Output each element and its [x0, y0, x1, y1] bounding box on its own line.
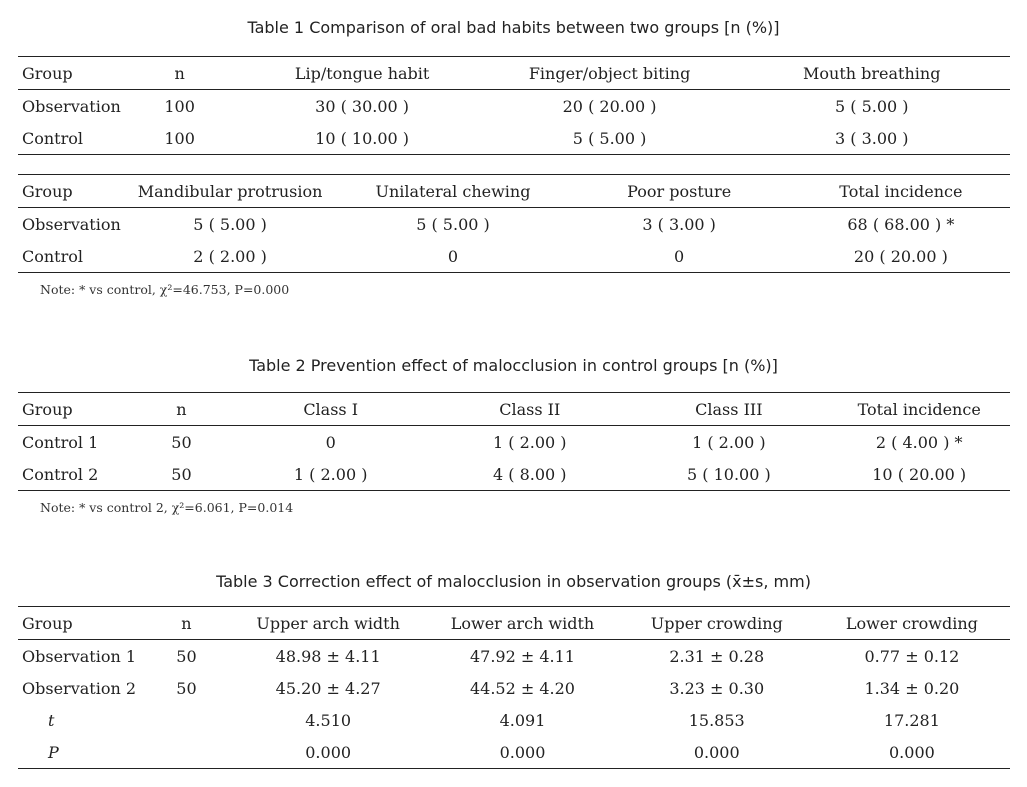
table-cell: 0.000 [889, 742, 935, 762]
header-cell: Finger/object biting [528, 63, 691, 83]
table-cell: 5 ( 5.00 ) [834, 96, 909, 116]
table-cell: 1 ( 2.00 ) [492, 432, 567, 452]
table-cell: 17.281 [883, 710, 940, 730]
table-cell: 3 ( 3.00 ) [834, 128, 909, 148]
table-cell: 4.091 [499, 710, 546, 730]
table-cell: 5 ( 5.00 ) [416, 214, 490, 234]
table-header-row [18, 393, 1010, 426]
table-row [18, 208, 1010, 241]
table-cell: Observation [22, 96, 121, 116]
table-row [18, 458, 1010, 491]
table-cell: Control 1 [22, 432, 99, 452]
header-cell: Mouth breathing [803, 63, 941, 83]
table-cell [142, 704, 231, 736]
header-cell: Poor posture [627, 181, 732, 201]
table-row [18, 240, 1010, 273]
table-cell: 5 ( 5.00 ) [193, 214, 267, 234]
table-cell: 1 ( 2.00 ) [692, 432, 766, 452]
table-cell: 3.23 ± 0.30 [669, 678, 765, 698]
header-cell: n [174, 63, 185, 83]
table-cell: 0.77 ± 0.12 [864, 646, 960, 666]
table-cell: 50 [176, 678, 197, 698]
table-cell: 0.000 [499, 742, 546, 762]
header-cell: Lip/tongue habit [294, 63, 430, 83]
table-cell: 2.31 ± 0.28 [669, 646, 765, 666]
table-cell: 15.853 [688, 710, 745, 730]
table-cell: 4 ( 8.00 ) [492, 464, 567, 484]
table-row [18, 704, 1010, 736]
table-cell: 10 ( 20.00 ) [872, 464, 967, 484]
table-row [18, 736, 1010, 769]
table-row [18, 640, 1010, 673]
header-cell: Class III [695, 399, 763, 419]
header-cell: Class II [499, 399, 561, 419]
table3-title: Table 3 Correction effect of malocclusion in observation groups (x̄±s, mm) [216, 572, 811, 591]
table-cell: 44.52 ± 4.20 [469, 678, 575, 698]
table-cell: P [48, 742, 59, 762]
table-cell: 0.000 [693, 742, 740, 762]
table1-part2 [18, 174, 1010, 273]
table-cell: Control 2 [22, 464, 99, 484]
table-cell: 3 ( 3.00 ) [642, 214, 716, 234]
table-cell: 5 ( 5.00 ) [572, 128, 647, 148]
header-cell: Total incidence [839, 181, 963, 201]
table-cell: Observation [22, 214, 121, 234]
table-row [18, 426, 1010, 459]
table-cell: t [48, 710, 55, 730]
table-cell: 10 ( 10.00 ) [315, 128, 410, 148]
table-cell: 1.34 ± 0.20 [864, 678, 960, 698]
header-cell: Total incidence [857, 399, 981, 419]
table3 [18, 606, 1010, 769]
table-cell: 0 [674, 246, 685, 266]
table-cell: Control [22, 246, 84, 266]
table-cell: 20 ( 20.00 ) [562, 96, 657, 116]
table-cell: 0.000 [305, 742, 352, 762]
header-cell: Upper crowding [650, 613, 783, 633]
table2 [18, 392, 1010, 491]
header-cell: Class I [303, 399, 359, 419]
table-cell: 1 ( 2.00 ) [293, 464, 368, 484]
table-cell: 50 [176, 646, 197, 666]
table2-note: Note: * vs control 2, χ²=6.061, P=0.014 [40, 500, 294, 515]
header-cell: Upper arch width [256, 613, 400, 633]
header-cell: Group [22, 399, 73, 419]
table-cell: Observation 1 [22, 646, 137, 666]
table-cell: 5 ( 10.00 ) [686, 464, 771, 484]
table-row [18, 90, 1010, 123]
table-cell [142, 736, 231, 769]
table-cell: 2 ( 4.00 ) * [875, 432, 963, 452]
table-row [18, 122, 1010, 155]
header-cell: Lower crowding [845, 613, 978, 633]
header-cell: Mandibular protrusion [137, 181, 323, 201]
table-cell: 47.92 ± 4.11 [469, 646, 575, 666]
table-cell: 100 [164, 128, 195, 148]
header-cell: Group [22, 181, 73, 201]
table-cell: Observation 2 [22, 678, 137, 698]
table1-part1 [18, 56, 1010, 155]
table2-title: Table 2 Prevention effect of malocclusion in control groups [n (%)] [249, 356, 778, 375]
table-header-row [18, 175, 1010, 208]
header-cell: Lower arch width [450, 613, 595, 633]
table-cell: 30 ( 30.00 ) [315, 96, 410, 116]
table-cell: 4.510 [305, 710, 352, 730]
table-cell: 0 [447, 246, 459, 266]
table-cell: 2 ( 2.00 ) [193, 246, 267, 266]
header-cell: Unilateral chewing [375, 181, 531, 201]
table-cell: 48.98 ± 4.11 [275, 646, 381, 666]
table-cell: Control [22, 128, 84, 148]
header-cell: Group [22, 613, 73, 633]
table1-title: Table 1 Comparison of oral bad habits between two groups [n (%)] [247, 18, 780, 37]
table-cell: 50 [171, 432, 192, 452]
table-cell: 68 ( 68.00 ) * [847, 214, 955, 234]
table-row [18, 672, 1010, 704]
table-cell: 100 [164, 96, 195, 116]
header-cell: n [176, 399, 187, 419]
table-header-row [18, 57, 1010, 90]
table-cell: 50 [171, 464, 192, 484]
header-cell: n [181, 613, 192, 633]
table-cell: 0 [325, 432, 336, 452]
table-header-row [18, 607, 1010, 640]
table1-note: Note: * vs control, χ²=46.753, P=0.000 [40, 282, 290, 297]
table-cell: 20 ( 20.00 ) [853, 246, 948, 266]
header-cell: Group [22, 63, 73, 83]
table-cell: 45.20 ± 4.27 [275, 678, 381, 698]
